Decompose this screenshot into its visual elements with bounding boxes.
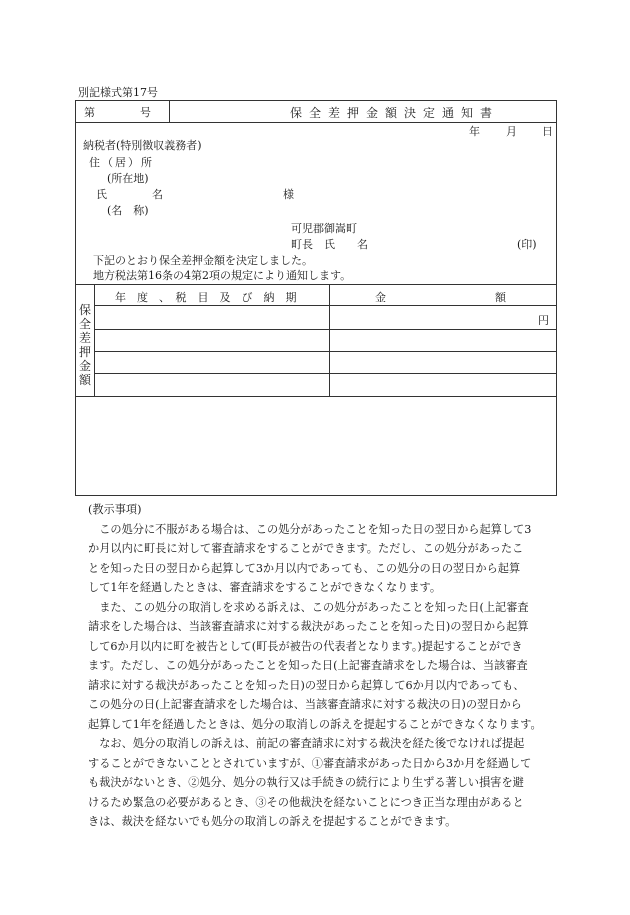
instruction-line: 請求をした場合は、当該審査請求に対する裁決があったことを知った日)の翌日から起算 (88, 620, 529, 633)
instruction-line: けるため緊急の必要があるとき、③その他裁決を経ないことにつき正当な理由があると (88, 795, 524, 809)
date-month: 月 (506, 125, 517, 138)
instruction-line: ます。ただし、この処分があったことを知った日(上記審査請求をした場合は、当該審査 (88, 659, 528, 672)
form-number-label: 別記様式第17号 (78, 86, 158, 99)
corporate-name-label: (名 称) (107, 204, 149, 217)
date-day: 日 (542, 125, 553, 138)
instruction-line: して6か月以内に町を被告として(町長が被告の代表者となります。)提起することができ (88, 639, 523, 653)
instruction-line: 請求に対する裁決があったことを知った日)の翌日から起算して6か月以内であっても、 (88, 678, 525, 692)
instruction-section (88, 500, 558, 832)
amount-table (76, 284, 556, 397)
header-row (76, 101, 556, 123)
issuer-town: 可児郡御嵩町 (291, 222, 357, 235)
table-row-line (94, 305, 557, 306)
location-label: (所在地) (107, 172, 149, 185)
document-number-prefix: 第 (84, 106, 95, 119)
issuer-mayor: 町長 氏 名 (291, 238, 368, 251)
instruction-line: とを知った日の翌日から起算して3か月以内であっても、この処分の日の翌日から起算 (88, 561, 521, 575)
instruction-line: この処分の日(上記審査請求をした場合は、当該審査請求に対する裁決の日)の翌日から (88, 698, 522, 711)
document-number-suffix: 号 (140, 106, 151, 119)
side-char: 金 (79, 359, 92, 373)
document-title: 保全差押金額決定通知書 (290, 106, 500, 120)
decision-line-2: 地方税法第16条の4第2項の規定により通知します。 (93, 269, 352, 282)
instruction-line: 起算して1年を経過したときは、処分の取消しの訴えを提起することができなくなります。 (88, 717, 542, 731)
side-char: 押 (79, 345, 92, 359)
instruction-line: この処分に不服がある場合は、この処分があったことを知った日の翌日から起算して3 (88, 522, 532, 536)
table-row-line (94, 351, 557, 352)
instruction-line: も裁決がないとき、②処分、処分の執行又は手続きの続行により生ずる著しい損害を避 (88, 776, 524, 789)
side-char: 保 (79, 303, 92, 317)
instruction-line: なお、処分の取消しの訴えは、前記の審査請求に対する裁決を経た後でなければ提起 (88, 737, 525, 750)
header-divider (169, 101, 170, 122)
side-char: 差 (79, 331, 92, 345)
amount-side-label (76, 285, 95, 396)
side-char: 額 (79, 373, 92, 387)
taxpayer-label: 納税者(特別徴収義務者) (83, 139, 202, 152)
column-header-year-tax: 年 度 、 税 目 及 び 納 期 (115, 291, 297, 304)
column-header-amount-b: 額 (495, 291, 506, 304)
name-label-b: 名 (152, 188, 163, 201)
table-row-line (94, 373, 557, 374)
instruction-heading: (教示事項) (88, 503, 142, 516)
seal-mark: (印) (517, 238, 537, 251)
honorific-sama: 様 (283, 188, 294, 201)
address-label: 住（居）所 (89, 156, 154, 169)
notice-form (75, 100, 557, 496)
instruction-line: して1年を経過したときは、審査請求をすることができなくなります。 (88, 581, 442, 594)
unit-yen: 円 (538, 314, 549, 327)
instruction-line: か月以内に町長に対して審査請求をすることができます。ただし、この処分があったこ (88, 542, 524, 555)
side-char: 全 (79, 317, 92, 331)
decision-line-1: 下記のとおり保全差押金額を決定しました。 (93, 254, 313, 267)
date-year: 年 (469, 125, 480, 138)
amount-column-divider (329, 285, 330, 396)
instruction-line: また、この処分の取消しを求める訴えは、この処分があったことを知った日(上記審査 (88, 600, 529, 614)
name-label-a: 氏 (96, 188, 107, 201)
column-header-amount-a: 金 (375, 291, 386, 304)
instruction-line: きは、裁決を経ないでも処分の取消しの訴えを提起することができます。 (88, 815, 457, 828)
table-row-line (94, 329, 557, 330)
instruction-line: することができないこととされていますが、①審査請求があった日から3か月を経過して (88, 756, 532, 770)
